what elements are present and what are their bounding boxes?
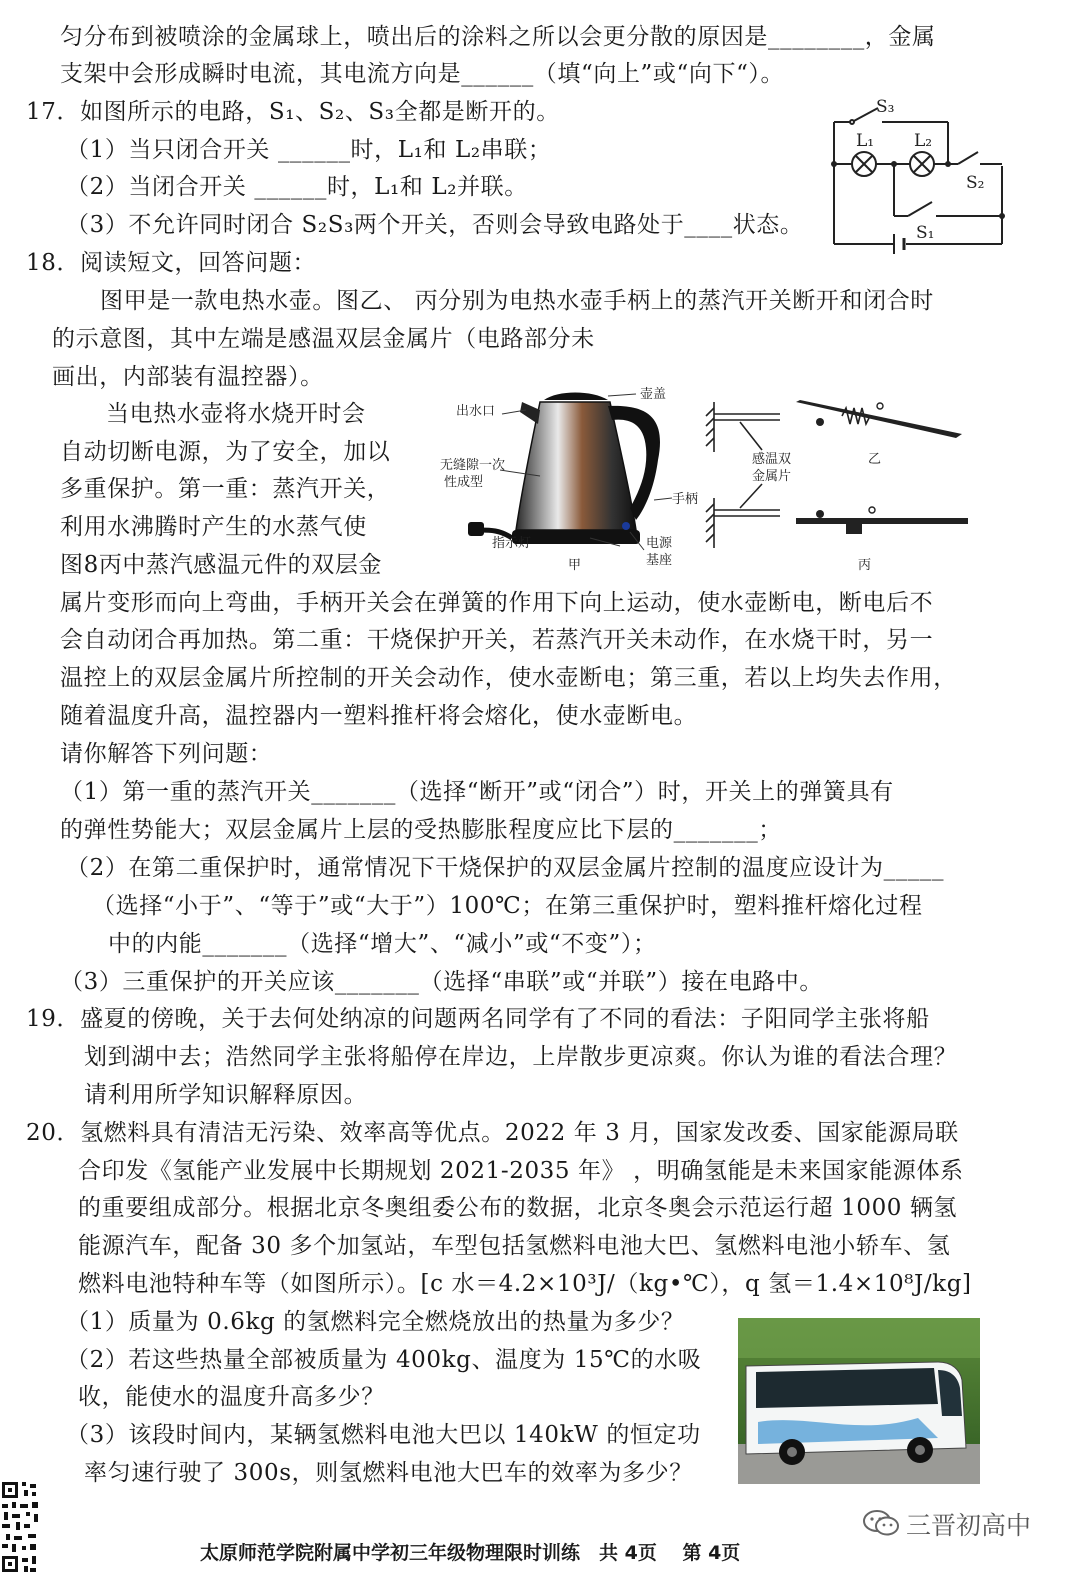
- text-line: 划到湖中去；浩然同学主张将船停在岸边，上岸散步更凉爽。你认为谁的看法合理？: [84, 1044, 958, 1070]
- text-line: 支架中会形成瞬时电流，其电流方向是______（填“向上”或“向下“）。: [60, 61, 785, 87]
- label-indicator: 指示灯: [492, 536, 532, 551]
- label-seamless-2: 性成型: [444, 475, 484, 490]
- label-seamless: 无缝隙一次: [440, 458, 506, 473]
- text-line: 请你解答下列问题：: [60, 741, 273, 767]
- text-line: （3）三重保护的开关应该_______（选择“串联”或“并联”）接在电路中。: [60, 969, 823, 995]
- label-base: 电源: [646, 536, 673, 551]
- text-line: （1）质量为 0.6kg 的氢燃料完全燃烧放出的热量为多少？: [66, 1309, 685, 1335]
- label-bing: 丙: [858, 558, 872, 573]
- bus-photo: [738, 1318, 980, 1484]
- text-line: （2）当闭合开关 ______时，L₁和 L₂并联。: [66, 174, 528, 200]
- circuit-label-s1: S₁: [916, 223, 935, 243]
- text-line: （选择“小于”、“等于”或“大于”）100℃；在第三重保护时，塑料推杆熔化过程: [92, 893, 923, 919]
- text-line: 燃料电池特种车等（如图所示）。[c 水＝4.2×10³J/（kg•℃），q 氢＝1.4×10⁸J/kg]: [78, 1271, 972, 1297]
- text-line: 请利用所学知识解释原因。: [84, 1082, 368, 1108]
- label-bimetal: 感温双: [752, 452, 792, 467]
- circuit-label-s3: S₃: [876, 97, 895, 117]
- question-17: 17．如图所示的电路，S₁、S₂、S₃全都是断开的。: [26, 99, 560, 125]
- question-18: 18．阅读短文，回答问题：: [26, 250, 317, 276]
- label-yi: 乙: [868, 452, 882, 467]
- wechat-icon: [862, 1508, 900, 1538]
- text-line: （2）若这些热量全部被质量为 400kg、温度为 15℃的水吸: [66, 1347, 702, 1373]
- text-line: 率匀速行驶了 300s，则氢燃料电池大巴车的效率为多少？: [84, 1460, 693, 1486]
- text-line: 属片变形而向上弯曲，手柄开关会在弹簧的作用下向上运动，使水壶断电，断电后不: [60, 590, 934, 616]
- text-line: 随着温度升高，温控器内一塑料推杆将会熔化，使水壶断电。: [60, 703, 698, 729]
- text-line: 自动切断电源，为了安全，加以: [60, 439, 391, 465]
- text-line: 图8丙中蒸汽感温元件的双层金: [60, 552, 383, 578]
- text-line: 合印发《氢能产业发展中长期规划 2021-2035 年》 ，明确氢能是未来国家能源体系: [78, 1158, 964, 1184]
- text-line: （1）当只闭合开关 ______时，L₁和 L₂串联；: [66, 137, 552, 163]
- text-line: 温控上的双层金属片所控制的开关会动作，使水壶断电；第三重，若以上均失去作用，: [60, 665, 957, 691]
- question-20: 20．氢燃料具有清洁无污染、效率高等优点。2022 年 3 月，国家发改委、国家能源局联: [26, 1120, 959, 1146]
- label-jia: 甲: [568, 558, 582, 573]
- text-line: 图甲是一款电热水壶。图乙、 丙分别为电热水壶手柄上的蒸汽开关断开和闭合时: [100, 288, 934, 314]
- text-line: （2）在第二重保护时，通常情况下干烧保护的双层金属片控制的温度应设计为_____: [66, 855, 945, 881]
- text-line: （1）第一重的蒸汽开关_______（选择“断开”或“闭合”）时，开关上的弹簧具有: [60, 779, 894, 805]
- text-line: 当电热水壶将水烧开时会: [106, 401, 366, 427]
- circuit-label-s2: S₂: [966, 173, 985, 193]
- text-line: 多重保护。第一重：蒸汽开关，: [60, 476, 391, 502]
- label-handle: 手柄: [672, 492, 699, 507]
- text-line: 能源汽车，配备 30 多个加氢站，车型包括氢燃料电池大巴、氢燃料电池小轿车、氢: [78, 1233, 951, 1259]
- text-line: 会自动闭合再加热。第二重：干烧保护开关，若蒸汽开关未动作，在水烧干时，另一: [60, 627, 934, 653]
- label-lid: 壶盖: [640, 387, 667, 402]
- qr-code: [0, 1478, 40, 1578]
- label-outlet: 出水口: [456, 404, 496, 419]
- text-line: 收，能使水的温度升高多少？: [78, 1384, 385, 1410]
- text-line: 的重要组成部分。根据北京冬奥组委公布的数据，北京冬奥会示范运行超 1000 辆氢: [78, 1195, 958, 1221]
- label-bimetal-2: 金属片: [752, 469, 792, 484]
- page-footer: 太原师范学院附属中学初三年级物理限时训练 共 4页 第 4页: [200, 1542, 741, 1564]
- circuit-label-l2: L₂: [914, 131, 933, 151]
- text-line: 利用水沸腾时产生的水蒸气使: [60, 514, 367, 540]
- text-line: 的弹性势能大；双层金属片上层的受热膨胀程度应比下层的_______；: [60, 817, 782, 843]
- steam-switch-diagrams: [700, 388, 980, 578]
- label-base-2: 基座: [646, 553, 673, 568]
- question-19: 19．盛夏的傍晚，关于去何处纳凉的问题两名同学有了不同的看法：子阳同学主张将船: [26, 1006, 930, 1032]
- text-line: 的示意图，其中左端是感温双层金属片（电路部分未: [52, 326, 595, 352]
- watermark-text: 三晋初高中: [906, 1511, 1032, 1540]
- text-line: （3）该段时间内，某辆氢燃料电池大巴以 140kW 的恒定功: [66, 1422, 701, 1448]
- text-line: 画出，内部装有温控器）。: [52, 364, 324, 390]
- text-line: 匀分布到被喷涂的金属球上，喷出后的涂料之所以会更分散的原因是________，金属: [60, 24, 936, 50]
- circuit-label-l1: L₁: [856, 131, 875, 151]
- text-line: （3）不允许同时闭合 S₂S₃两个开关，否则会导致电路处于____状态。: [66, 212, 804, 238]
- text-line: 中的内能_______（选择“增大”、“减小”或“不变”）；: [108, 931, 657, 957]
- circuit-diagram: [828, 92, 1010, 252]
